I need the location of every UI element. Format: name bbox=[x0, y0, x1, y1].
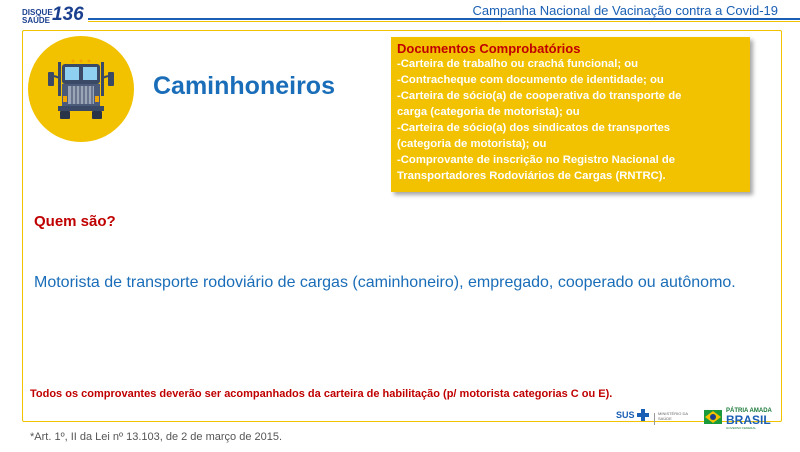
brazil-flag-icon bbox=[704, 410, 722, 424]
government-logos bbox=[616, 408, 786, 428]
governo-federal-label: GOVERNO FEDERAL bbox=[726, 426, 757, 430]
sus-cross-icon bbox=[636, 408, 650, 422]
document-item: -Carteira de sócio(a) de cooperativa do transporte de bbox=[397, 90, 682, 102]
header-divider bbox=[88, 18, 800, 20]
sus-logo: SUS bbox=[616, 410, 635, 420]
document-item: -Comprovante de inscrição no Registro Nacional de bbox=[397, 154, 676, 166]
disque-saude-logo bbox=[22, 4, 88, 30]
brasil-label: BRASIL bbox=[726, 413, 771, 427]
header-divider-accent bbox=[88, 21, 800, 22]
documents-box bbox=[391, 37, 750, 192]
document-item: -Contracheque com documento de identidade; ou bbox=[397, 74, 664, 86]
document-item: Transportadores Rodoviários de Cargas (RNTRC). bbox=[397, 170, 666, 182]
disque-label: DISQUE bbox=[22, 8, 53, 17]
truck-icon bbox=[46, 58, 116, 120]
legal-citation: *Art. 1º, II da Lei nº 13.103, de 2 de março de 2015. bbox=[30, 431, 283, 443]
documents-heading: Documentos Comprobatórios bbox=[397, 41, 581, 56]
logo-divider bbox=[654, 413, 655, 425]
document-item: -Carteira de sócio(a) dos sindicatos de transportes bbox=[397, 122, 671, 134]
ministry-label: MINISTÉRIO DA SAÚDE bbox=[658, 411, 688, 421]
document-item: -Carteira de trabalho ou crachá funcional; ou bbox=[397, 58, 639, 70]
page-title: Caminhoneiros bbox=[153, 72, 335, 100]
document-item: (categoria de motorista); ou bbox=[397, 138, 547, 150]
campaign-title: Campanha Nacional de Vacinação contra a Covid-19 bbox=[472, 3, 778, 18]
saude-label: SAÚDE bbox=[22, 16, 51, 25]
patria-amada-label: PÁTRIA AMADA bbox=[726, 408, 772, 414]
who-heading: Quem são? bbox=[34, 213, 116, 230]
description-text: Motorista de transporte rodoviário de cargas (caminhoneiro), empregado, cooperado ou autônomo. bbox=[34, 274, 736, 291]
document-item: carga (categoria de motorista); ou bbox=[397, 106, 580, 118]
disque-number: 136 bbox=[52, 4, 84, 25]
requirement-note: Todos os comprovantes deverão ser acompanhados da carteira de habilitação (p/ motorista categorias C ou E). bbox=[30, 388, 613, 400]
